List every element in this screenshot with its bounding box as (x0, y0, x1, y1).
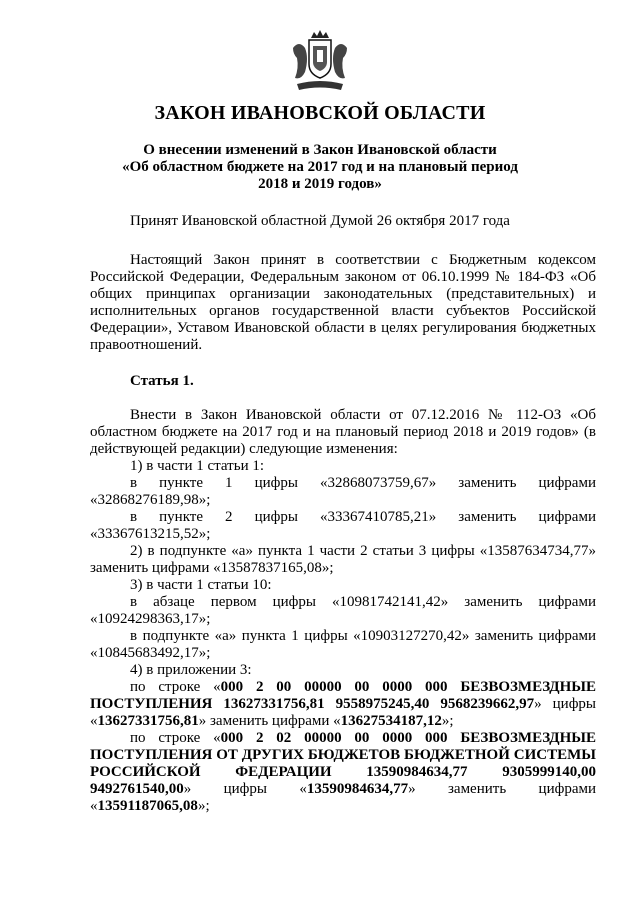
item-3: 3) в части 1 статьи 10: (130, 577, 272, 593)
law-subtitle: О внесении изменений в Закон Ивановской области «Об областном бюджете на 2017 год и на плановый период 2018 и 2019 годов» (122, 142, 518, 192)
law-title: ЗАКОН ИВАНОВСКОЙ ОБЛАСТИ (154, 102, 486, 124)
item-1-point-1: в пункте 1 цифры «32868073759,67» заменить цифрами (130, 475, 596, 491)
item-1-point-1-tail: «32868276189,98»; (90, 492, 211, 508)
article-heading: Статья 1. (130, 373, 194, 389)
item-2: 2) в подпункте «а» пункта 1 части 2 статьи 3 цифры «13587634734,77» заменить цифрами «13587837165,08»; (90, 543, 596, 576)
preamble (90, 252, 596, 354)
item-4-row-2: по строке «000 2 02 00000 00 0000 000 БЕЗВОЗМЕЗДНЫЕ ПОСТУПЛЕНИЯ ОТ ДРУГИХ БЮДЖЕТОВ БЮДЖЕТНОЙ СИСТЕМЫ РОССИЙСКОЙ ФЕДЕРАЦИИ 13590984634,77 9305999140,00 9492761540,00» цифры «13590984634,77» заменить цифрами «13591187065,08»; (90, 730, 596, 814)
item-3-point-2: в подпункте «а» пункта 1 цифры «10903127270,42» заменить цифрами «10845683492,17»; (90, 628, 596, 661)
item-3-point-1-tail: «10924298363,17»; (90, 611, 211, 627)
article-body (90, 407, 596, 815)
preamble-text: Настоящий Закон принят в соответствии с Бюджетным кодексом Российской Федерации, Федеральным законом от 06.10.1999 № 184-ФЗ «Об общих принципах организации законодательных (представительных) и исполнительных органов государственной власти субъектов Российской Федерации», Уставом Ивановской области в целях регулирования бюджетных правоотношений. (90, 252, 596, 353)
item-4: 4) в приложении 3: (130, 662, 252, 678)
item-1: 1) в части 1 статьи 1: (130, 458, 265, 474)
item-3-point-1: в абзаце первом цифры «10981742141,42» заменить цифрами (130, 594, 596, 610)
item-1-point-2: в пункте 2 цифры «33367410785,21» заменить цифрами (130, 509, 596, 525)
coat-of-arms-emblem (287, 28, 353, 94)
item-4-row-1: по строке «000 2 00 00000 00 0000 000 БЕЗВОЗМЕЗДНЫЕ ПОСТУПЛЕНИЯ 13627331756,81 9558975245,40 9568239662,97» цифры «13627331756,81» заменить цифрами «13627534187,12»; (90, 679, 596, 729)
item-1-point-2-tail: «33367613215,52»; (90, 526, 211, 542)
article-lead: Внести в Закон Ивановской области от 07.12.2016 № 112-ОЗ «Об областном бюджете на 2017 год и на плановый период 2018 и 2019 годов» (в действующей редакции) следующие изменения: (90, 407, 596, 457)
adoption-line: Принят Ивановской областной Думой 26 октября 2017 года (130, 213, 510, 229)
